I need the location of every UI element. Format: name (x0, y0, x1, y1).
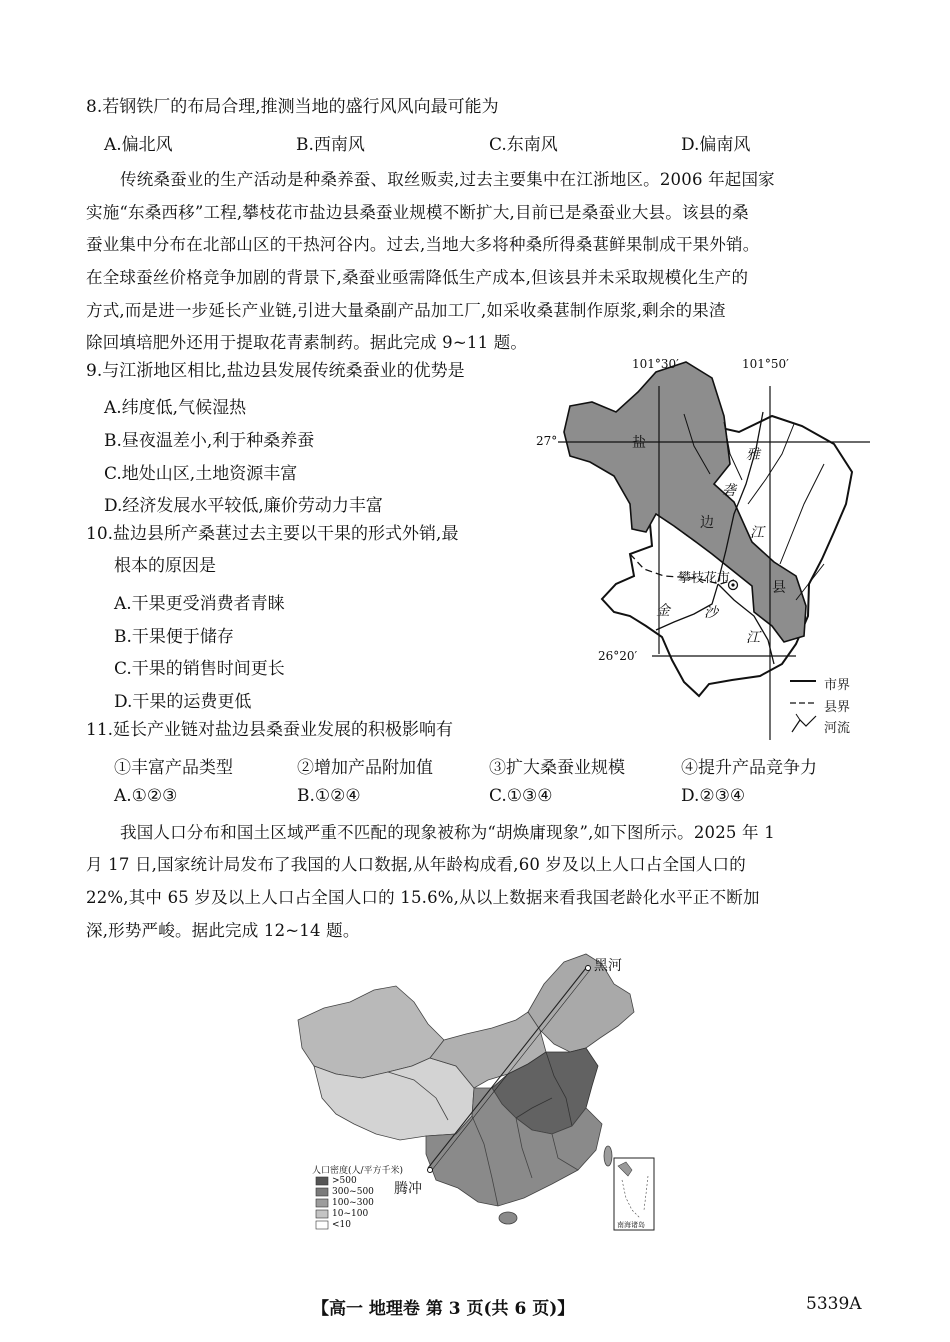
map2-legend-item: <10 (332, 1220, 351, 1230)
yanbian-map (534, 354, 870, 740)
q11-option-b: B.①②④ (297, 786, 361, 806)
q11-item-4: ④提升产品竞争力 (681, 758, 817, 778)
passage1-line: 方式,而是进一步延长产业链,引进大量桑副产品加工厂,如采收桑葚制作原浆,剩余的果渣 (86, 301, 726, 320)
q8-option-d: D.偏南风 (681, 135, 751, 155)
q9-stem: 9.与江浙地区相比,盐边县发展传统桑蚕业的优势是 (86, 361, 465, 381)
map2-label-heihe: 黑河 (594, 958, 622, 974)
q9-option-a: A.纬度低,气候湿热 (104, 398, 247, 418)
passage1-line: 在全球蚕丝价格竞争加剧的背景下,桑蚕业亟需降低生产成本,但该县并未采取规模化生产的 (86, 268, 749, 287)
passage2-line: 我国人口分布和国土区域严重不匹配的现象被称为“胡焕庸现象”,如下图所示。2025 年 1 (120, 823, 775, 842)
q10-stem: 10.盐边县所产桑葚过去主要以干果的形式外销,最 (86, 524, 459, 544)
q10-option-b: B.干果便于储存 (114, 627, 234, 647)
map2-legend-item: 10~100 (332, 1209, 369, 1219)
q8-option-a: A.偏北风 (104, 135, 173, 155)
map1-legend-city-border: 市界 (824, 678, 851, 693)
map1-legend-river: 河流 (824, 721, 851, 736)
q9-option-d: D.经济发展水平较低,廉价劳动力丰富 (104, 496, 383, 516)
paper-code: 5339A (806, 1294, 862, 1314)
map1-lat-label: 26°20′ (598, 649, 638, 663)
map1-label-yan: 盐 (632, 435, 646, 451)
q8-option-c: C.东南风 (489, 135, 558, 155)
passage2-line: 22%,其中 65 岁及以上人口占全国人口的 15.6%,从以上数据来看我国老龄化水平正不断加 (86, 888, 760, 907)
map1-label-long: 砻 (722, 483, 736, 499)
map1-label-city: 攀枝花市 (678, 571, 731, 586)
q11-option-a: A.①②③ (114, 786, 178, 806)
map1-label-bian: 边 (700, 515, 714, 531)
q10-option-a: A.干果更受消费者青睐 (114, 594, 285, 614)
china-density-map (296, 948, 656, 1234)
map1-label-sha: 沙 (704, 605, 718, 621)
map1-label-jiang2: 江 (746, 630, 760, 646)
map2-label-tengchong: 腾冲 (394, 1181, 422, 1197)
map1-lat-label: 27° (536, 434, 558, 448)
map1-lon-label: 101°30′ (632, 357, 679, 371)
q11-item-1: ①丰富产品类型 (114, 758, 233, 778)
q11-item-3: ③扩大桑蚕业规模 (489, 758, 625, 778)
map2-legend-item: >500 (332, 1176, 357, 1186)
q11-item-2: ②增加产品附加值 (297, 758, 433, 778)
q10-option-c: C.干果的销售时间更长 (114, 659, 285, 679)
map1-label-ya: 雅 (746, 447, 760, 463)
q11-option-c: C.①③④ (489, 786, 553, 806)
passage1-line: 传统桑蚕业的生产活动是种桑养蚕、取丝贩卖,过去主要集中在江浙地区。2006 年起国家 (120, 170, 775, 189)
map2-legend-title: 人口密度(人/平方千米) (312, 1166, 404, 1176)
map1-lon-label: 101°50′ (742, 357, 789, 371)
map2-legend-item: 100~300 (332, 1198, 374, 1208)
q9-option-c: C.地处山区,土地资源丰富 (104, 464, 298, 484)
passage2-line: 深,形势严峻。据此完成 12~14 题。 (86, 921, 360, 940)
map1-label-xian: 县 (772, 580, 786, 596)
map2-inset-label: 南海诸岛 (617, 1221, 645, 1229)
map1-legend-county-border: 县界 (824, 700, 851, 715)
q11-stem: 11.延长产业链对盐边县桑蚕业发展的积极影响有 (86, 720, 454, 740)
map2-legend-item: 300~500 (332, 1187, 374, 1197)
passage1-line: 蚕业集中分布在北部山区的干热河谷内。过去,当地大多将种桑所得桑葚鲜果制成干果外销。 (86, 235, 760, 254)
passage1-line: 实施“东桑西移”工程,攀枝花市盐边县桑蚕业规模不断扩大,目前已是桑蚕业大县。该县的桑 (86, 203, 749, 222)
yanbian-map-svg (534, 354, 870, 740)
q10-stem-cont: 根本的原因是 (114, 556, 216, 576)
q11-option-d: D.②③④ (681, 786, 746, 806)
page-footer: 【高一 地理卷 第 3 页(共 6 页)】 (312, 1299, 575, 1319)
q8-stem: 8.若钢铁厂的布局合理,推测当地的盛行风风向最可能为 (86, 97, 499, 117)
passage2-line: 月 17 日,国家统计局发布了我国的人口数据,从年龄构成看,60 岁及以上人口占全国人口的 (86, 855, 746, 874)
passage1-line: 除回填培肥外还用于提取花青素制药。据此完成 9~11 题。 (86, 333, 528, 352)
q10-option-d: D.干果的运费更低 (114, 692, 252, 712)
q8-option-b: B.西南风 (296, 135, 365, 155)
q9-option-b: B.昼夜温差小,利于种桑养蚕 (104, 431, 315, 451)
map1-label-jin: 金 (656, 603, 670, 619)
map1-label-jiang: 江 (750, 525, 764, 541)
